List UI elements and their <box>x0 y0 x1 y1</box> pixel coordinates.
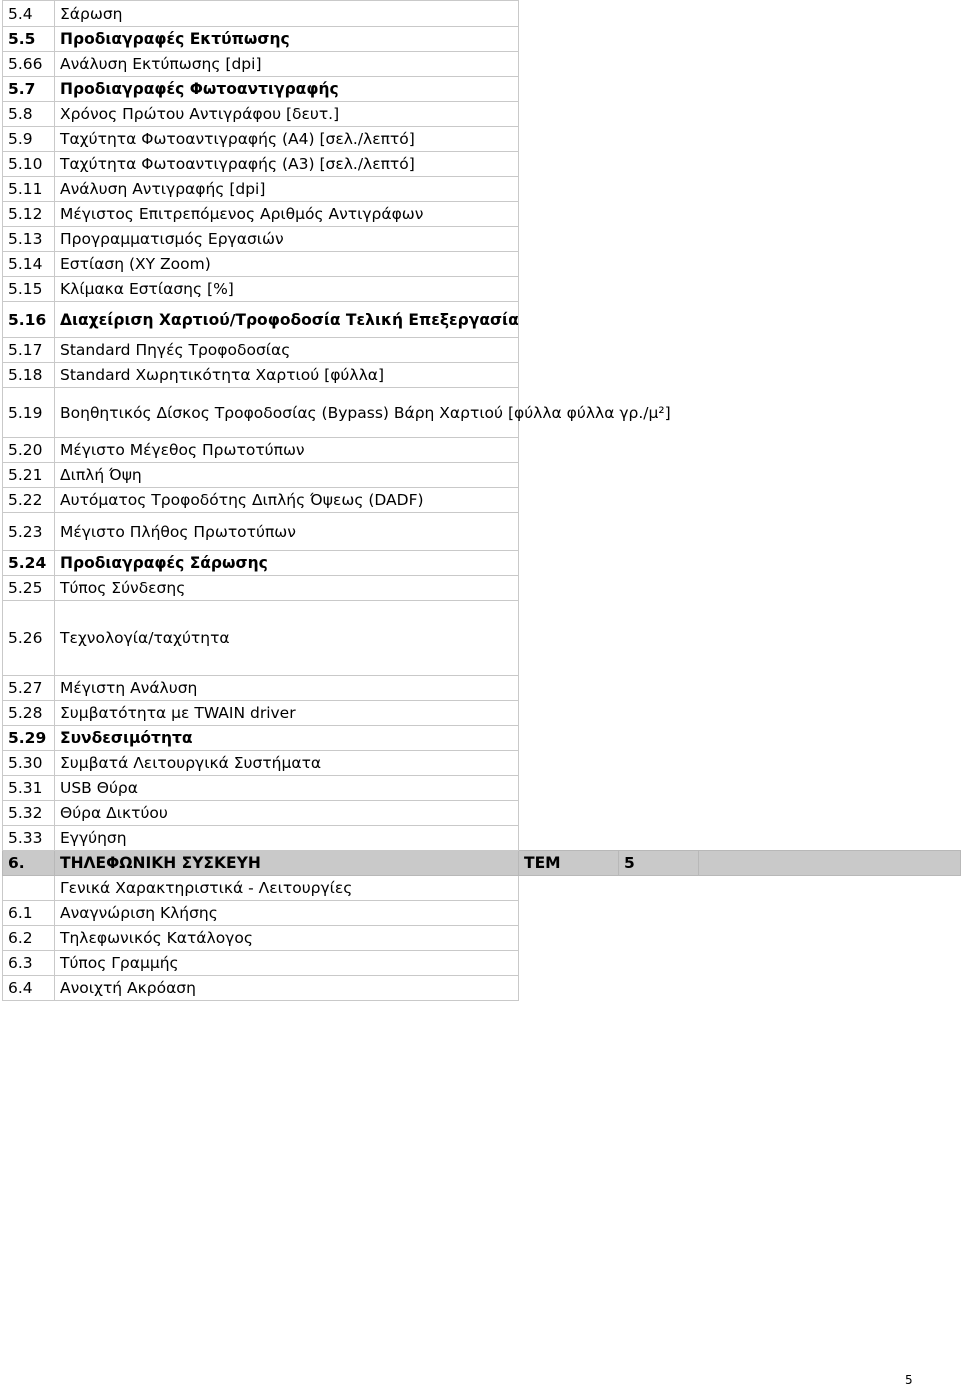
table-row <box>3 1 961 27</box>
row-number <box>3 876 55 901</box>
table-row <box>3 551 961 576</box>
blank-cell <box>519 726 961 751</box>
table-row <box>3 776 961 801</box>
row-label: Μέγιστη Ανάλυση <box>55 676 519 701</box>
row-number: 6.4 <box>3 976 55 1001</box>
row-number: 6.3 <box>3 951 55 976</box>
table-row <box>3 726 961 751</box>
row-label: Τεχνολογία/ταχύτητα <box>55 601 519 676</box>
row-number: 5.66 <box>3 52 55 77</box>
row-number: 5.28 <box>3 701 55 726</box>
blank-cell <box>519 363 961 388</box>
blank-cell <box>519 776 961 801</box>
row-number: 5.15 <box>3 277 55 302</box>
table-row <box>3 463 961 488</box>
table-row <box>3 277 961 302</box>
blank-cell <box>519 601 961 676</box>
row-number: 6.2 <box>3 926 55 951</box>
row-number: 5.11 <box>3 177 55 202</box>
table-row <box>3 926 961 951</box>
blank-cell <box>519 926 961 951</box>
blank-cell <box>519 177 961 202</box>
row-label: Θύρα Δικτύου <box>55 801 519 826</box>
row-label: Βοηθητικός Δίσκος Τροφοδοσίας (Bypass) Βάρη Χαρτιού [φύλλα φύλλα γρ./μ²] <box>55 388 519 438</box>
row-number: 5.13 <box>3 227 55 252</box>
blank-cell <box>519 338 961 363</box>
blank-cell <box>519 438 961 463</box>
table-row <box>3 601 961 676</box>
table-row <box>3 801 961 826</box>
row-number: 5.18 <box>3 363 55 388</box>
row-label: Standard Χωρητικότητα Χαρτιού [φύλλα] <box>55 363 519 388</box>
table-row <box>3 951 961 976</box>
row-label: Προδιαγραφές Φωτοαντιγραφής <box>55 77 519 102</box>
row-label: Τύπος Γραμμής <box>55 951 519 976</box>
blank-cell <box>519 463 961 488</box>
blank-cell <box>519 826 961 851</box>
row-number: 5.8 <box>3 102 55 127</box>
row-number: 5.20 <box>3 438 55 463</box>
table-row <box>3 701 961 726</box>
blank-cell <box>519 27 961 52</box>
table-row <box>3 676 961 701</box>
table-row <box>3 152 961 177</box>
row-number: 5.24 <box>3 551 55 576</box>
row-label: Προδιαγραφές Εκτύπωσης <box>55 27 519 52</box>
row-label: Προγραμματισμός Εργασιών <box>55 227 519 252</box>
spec-table-body <box>3 1 961 1001</box>
row-number: 5.19 <box>3 388 55 438</box>
blank-cell <box>519 976 961 1001</box>
table-row <box>3 513 961 551</box>
blank-cell <box>519 876 961 901</box>
section-unit: ΤΕΜ <box>519 851 619 876</box>
blank-cell <box>519 302 961 338</box>
table-row <box>3 127 961 152</box>
row-number: 5.26 <box>3 601 55 676</box>
table-row <box>3 826 961 851</box>
row-label: Τύπος Σύνδεσης <box>55 576 519 601</box>
row-number: 6.1 <box>3 901 55 926</box>
row-label: Αναγνώριση Κλήσης <box>55 901 519 926</box>
blank-cell <box>519 701 961 726</box>
row-label: Συμβατά Λειτουργικά Συστήματα <box>55 751 519 776</box>
row-label: Εστίαση (XY Zoom) <box>55 252 519 277</box>
row-number: 5.21 <box>3 463 55 488</box>
row-label: Συμβατότητα με TWAIN driver <box>55 701 519 726</box>
row-label: Χρόνος Πρώτου Αντιγράφου [δευτ.] <box>55 102 519 127</box>
section-header-row <box>3 851 961 876</box>
row-number: 5.4 <box>3 1 55 27</box>
row-label: Μέγιστος Επιτρεπόμενος Αριθμός Αντιγράφων <box>55 202 519 227</box>
blank-cell <box>519 676 961 701</box>
row-label: Μέγιστο Μέγεθος Πρωτοτύπων <box>55 438 519 463</box>
row-number: 5.7 <box>3 77 55 102</box>
row-number: 5.27 <box>3 676 55 701</box>
table-row <box>3 576 961 601</box>
table-row <box>3 302 961 338</box>
blank-cell <box>519 277 961 302</box>
row-label: Συνδεσιμότητα <box>55 726 519 751</box>
row-number: 5.29 <box>3 726 55 751</box>
row-label: USB Θύρα <box>55 776 519 801</box>
row-number: 5.23 <box>3 513 55 551</box>
blank-cell <box>519 751 961 776</box>
row-label: Ανοιχτή Ακρόαση <box>55 976 519 1001</box>
blank-cell <box>519 152 961 177</box>
row-label: Standard Πηγές Τροφοδοσίας <box>55 338 519 363</box>
row-label: Προδιαγραφές Σάρωσης <box>55 551 519 576</box>
blank-cell <box>519 513 961 551</box>
row-label: Εγγύηση <box>55 826 519 851</box>
row-label: Αυτόματος Τροφοδότης Διπλής Όψεως (DADF) <box>55 488 519 513</box>
row-number: 5.22 <box>3 488 55 513</box>
table-row <box>3 102 961 127</box>
table-row <box>3 876 961 901</box>
row-number: 5.25 <box>3 576 55 601</box>
row-number: 5.9 <box>3 127 55 152</box>
blank-cell <box>519 1 961 27</box>
blank-cell <box>519 801 961 826</box>
blank-cell <box>519 488 961 513</box>
table-row <box>3 177 961 202</box>
spec-table <box>2 0 961 1001</box>
row-label: Κλίμακα Εστίασης [%] <box>55 277 519 302</box>
blank-cell <box>519 127 961 152</box>
table-row <box>3 976 961 1001</box>
table-row <box>3 77 961 102</box>
table-row <box>3 27 961 52</box>
blank-cell <box>519 77 961 102</box>
blank-cell <box>519 52 961 77</box>
row-number: 5.17 <box>3 338 55 363</box>
blank-cell <box>519 576 961 601</box>
row-label: Ανάλυση Αντιγραφής [dpi] <box>55 177 519 202</box>
row-number: 5.32 <box>3 801 55 826</box>
row-label: Σάρωση <box>55 1 519 27</box>
table-row <box>3 488 961 513</box>
row-number: 5.14 <box>3 252 55 277</box>
row-number: 5.5 <box>3 27 55 52</box>
table-row <box>3 388 961 438</box>
row-label: Ταχύτητα Φωτοαντιγραφής (A3) [σελ./λεπτό] <box>55 152 519 177</box>
row-number: 5.33 <box>3 826 55 851</box>
section-title: ΤΗΛΕΦΩΝΙΚΗ ΣΥΣΚΕΥΗ <box>55 851 519 876</box>
blank-cell <box>519 227 961 252</box>
table-row <box>3 202 961 227</box>
blank-cell <box>519 252 961 277</box>
section-number: 6. <box>3 851 55 876</box>
row-number: 5.31 <box>3 776 55 801</box>
table-row <box>3 52 961 77</box>
table-row <box>3 751 961 776</box>
row-label: Διαχείριση Χαρτιού/Τροφοδοσία Τελική Επεξεργασία <box>55 302 519 338</box>
section-quantity: 5 <box>619 851 699 876</box>
row-number: 5.16 <box>3 302 55 338</box>
section-empty-cell <box>699 851 961 876</box>
row-label: Μέγιστο Πλήθος Πρωτοτύπων <box>55 513 519 551</box>
blank-cell <box>519 951 961 976</box>
table-row <box>3 438 961 463</box>
table-row <box>3 338 961 363</box>
row-label: Τηλεφωνικός Κατάλογος <box>55 926 519 951</box>
row-number: 5.10 <box>3 152 55 177</box>
row-number: 5.12 <box>3 202 55 227</box>
blank-cell <box>519 901 961 926</box>
table-row <box>3 227 961 252</box>
row-label: Γενικά Χαρακτηριστικά - Λειτουργίες <box>55 876 519 901</box>
blank-cell <box>519 551 961 576</box>
row-label: Ανάλυση Εκτύπωσης [dpi] <box>55 52 519 77</box>
row-number: 5.30 <box>3 751 55 776</box>
page-number: 5 <box>905 1373 913 1387</box>
blank-cell <box>519 202 961 227</box>
row-label: Διπλή Όψη <box>55 463 519 488</box>
table-row <box>3 252 961 277</box>
row-label: Ταχύτητα Φωτοαντιγραφής (A4) [σελ./λεπτό] <box>55 127 519 152</box>
blank-cell <box>519 102 961 127</box>
table-row <box>3 901 961 926</box>
table-row <box>3 363 961 388</box>
